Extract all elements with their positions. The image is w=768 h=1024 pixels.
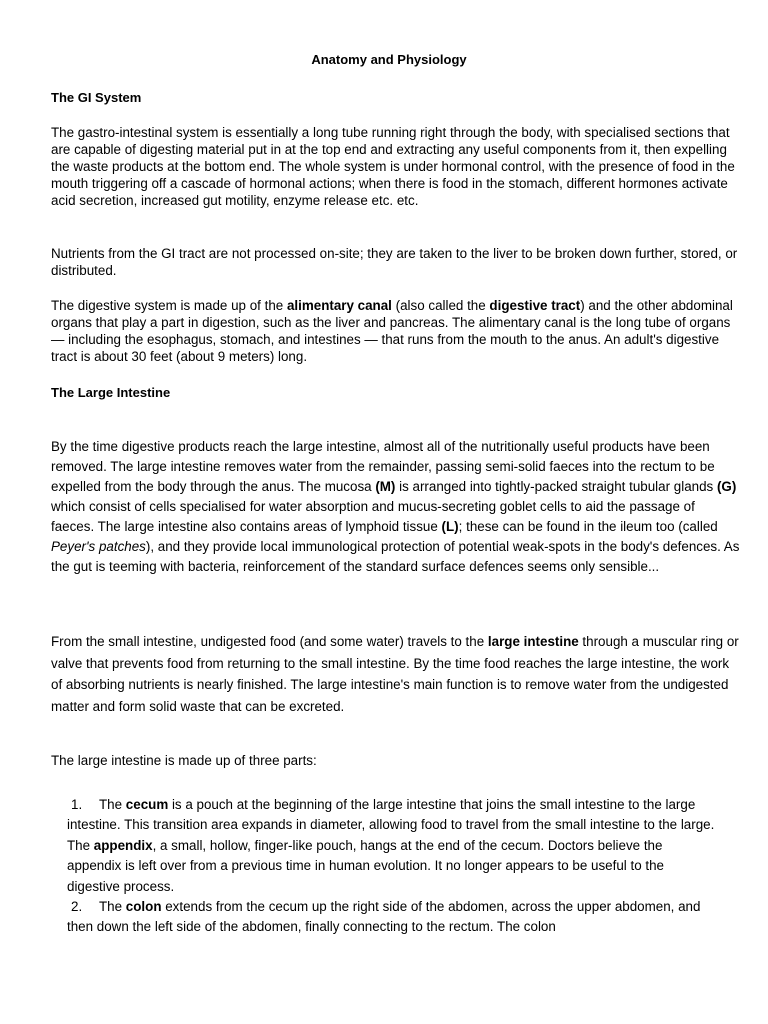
- large-intestine-paragraph-1: By the time digestive products reach the large intestine, almost all of the nutritionally useful products have been removed. The large intestine removes water from the remainder, passing semi-solid faeces into the rectum to be expelled from the body through the anus. The mucosa (M) is arranged into tightly-packed straight tubular glands (G) which consist of cells specialised for water absorption and mucus-secreting goblet cells to aid the passage of faeces. The large intestine also contains areas of lymphoid tissue (L); these can be found in the ileum too (called Peyer's patches), and they provide local immunological protection of potential weak-spots in the body's defences. As the gut is teeming with bacteria, reinforcement of the standard surface defences seems only sensible...: [51, 439, 740, 574]
- gi-paragraph-3: The digestive system is made up of the alimentary canal (also called the digestive tract) and the other abdominal organs that play a part in digestion, such as the liver and pancreas. The alimentary canal is the long tube of organs — including the esophagus, stomach, and intestines — that runs from the mouth to the anus. An adult's digestive tract is about 30 feet (about 9 meters) long.: [51, 298, 733, 364]
- list-item: 2. The colon extends from the cecum up the right side of the abdomen, across the upper abdomen, and then down the left side of the abdomen, finally connecting to the rectum. The colon: [67, 899, 701, 935]
- term-colon: colon: [125, 899, 162, 915]
- term-appendix: appendix: [93, 837, 153, 853]
- large-intestine-parts-list: [67, 795, 717, 938]
- term-alimentary-canal: alimentary canal: [286, 298, 392, 313]
- term-digestive-tract: digestive tract: [489, 298, 581, 313]
- term-large-intestine: large intestine: [487, 634, 579, 649]
- label-glands: (G): [716, 479, 737, 494]
- document-title: Anatomy and Physiology: [311, 52, 467, 67]
- section-heading-gi-system: The GI System: [51, 90, 142, 105]
- list-number: 1.: [71, 797, 83, 812]
- term-cecum: cecum: [125, 797, 169, 812]
- section-heading-large-intestine: The Large Intestine: [51, 385, 171, 400]
- label-mucosa: (M): [375, 479, 396, 494]
- term-peyers-patches: Peyer's patches: [51, 539, 146, 554]
- gi-paragraph-2: Nutrients from the GI tract are not processed on-site; they are taken to the liver to be broken down further, stored, or distributed.: [51, 246, 738, 278]
- list-number: 2.: [71, 899, 83, 915]
- gi-paragraph-1: The gastro-intestinal system is essentially a long tube running right through the body, with specialised sections that are capable of digesting material put in at the top end and extracting any useful components from it, then expelling the waste products at the bottom end. The whole system is under hormonal control, with the presence of food in the mouth triggering off a cascade of hormonal actions; when there is food in the stomach, different hormones activate acid secretion, increased gut motility, enzyme release etc. etc.: [51, 125, 735, 208]
- list-item: 1. The cecum is a pouch at the beginning of the large intestine that joins the small intestine to the large intestine. This transition area expands in diameter, allowing food to travel from the small intestine to the large. The appendix, a small, hollow, finger-like pouch, hangs at the end of the cecum. Doctors believe the appendix is left over from a previous time in human evolution. It no longer appears to be useful to the digestive process.: [67, 797, 715, 894]
- label-lymphoid: (L): [441, 519, 459, 534]
- large-intestine-paragraph-2: From the small intestine, undigested food (and some water) travels to the large intestine through a muscular ring or valve that prevents food from returning to the small intestine. By the time food reaches the large intestine, the work of absorbing nutrients is nearly finished. The large intestine's main function is to remove water from the undigested matter and form solid waste that can be excreted.: [51, 634, 739, 714]
- large-intestine-paragraph-3: The large intestine is made up of three parts:: [51, 753, 317, 768]
